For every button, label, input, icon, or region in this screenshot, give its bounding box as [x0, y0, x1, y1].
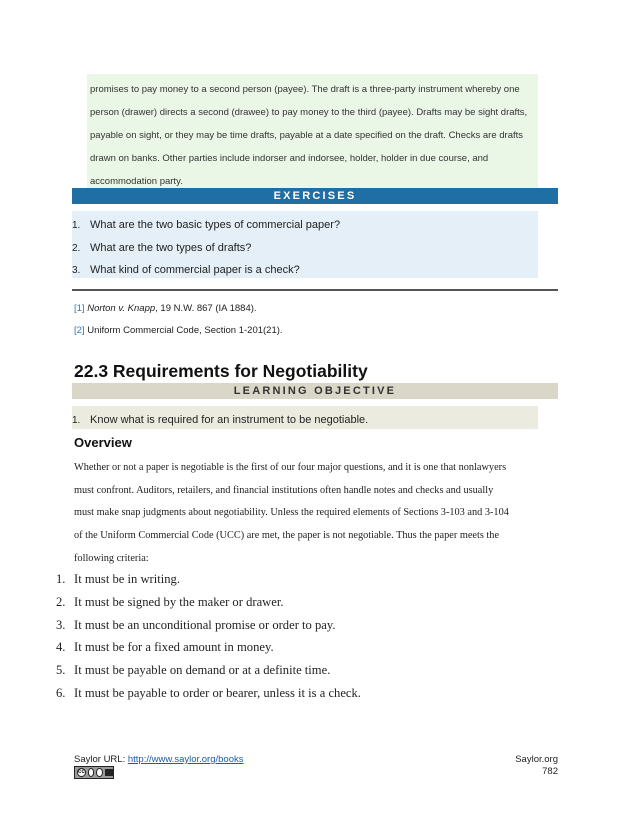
learning-objective-number: 1. — [72, 415, 81, 426]
key-takeaway-line: accommodation party. — [90, 176, 183, 187]
criteria-number: 1. — [56, 572, 66, 586]
criteria-item — [56, 663, 330, 678]
criteria-number: 3. — [56, 618, 66, 632]
footnote — [74, 303, 257, 314]
exercise-number: 2. — [72, 243, 81, 254]
footnote-case-name: Norton v. Knapp — [87, 303, 156, 314]
key-takeaway-line: payable on sight, or they may be time drafts, payable at a date specified on the draft. Checks are drafts — [90, 130, 524, 141]
footer-site: Saylor.org — [515, 754, 558, 765]
criteria-text: It must be an unconditional promise or order to pay. — [74, 618, 336, 632]
license-label-icon — [105, 769, 113, 776]
by-icon — [88, 768, 95, 777]
criteria-item — [56, 640, 274, 655]
overview-heading: Overview — [74, 435, 132, 450]
criteria-text: It must be payable on demand or at a definite time. — [74, 663, 331, 677]
paragraph-line: must make snap judgments about negotiability. Unless the required elements of Sections 3-103 and 3-104 — [74, 507, 509, 518]
criteria-number: 5. — [56, 663, 66, 677]
key-takeaway-line: promises to pay money to a second person (payee). The draft is a three-party instrument whereby one — [90, 84, 520, 95]
footnote-ref-link[interactable]: [2] — [74, 325, 85, 336]
footnote-text: Uniform Commercial Code, Section 1-201(21). — [87, 325, 283, 336]
page-number: 782 — [542, 766, 558, 777]
criteria-number: 6. — [56, 686, 66, 700]
learning-objective-text: Know what is required for an instrument to be negotiable. — [90, 414, 369, 426]
key-takeaway-line: drawn on banks. Other parties include indorser and indorsee, holder, holder in due course, and — [90, 153, 489, 164]
exercise-number: 3. — [72, 265, 81, 276]
exercise-item — [72, 264, 300, 276]
learning-objective-item — [72, 414, 368, 426]
footnote-text: , 19 N.W. 867 (IA 1884). — [155, 303, 257, 314]
nc-icon — [96, 768, 103, 777]
footer-url-link[interactable]: http://www.saylor.org/books — [127, 754, 244, 765]
section-heading: 22.3 Requirements for Negotiability — [74, 361, 368, 381]
key-takeaway-line: person (drawer) directs a second (drawee) to pay money to the third (payee). Drafts may be sight drafts, — [90, 107, 528, 118]
exercise-text: What kind of commercial paper is a check? — [90, 264, 300, 276]
creative-commons-icon — [74, 766, 114, 779]
criteria-text: It must be in writing. — [74, 572, 180, 586]
paragraph-line: Whether or not a paper is negotiable is the first of our four major questions, and it is one that nonlawyers — [74, 462, 507, 473]
criteria-number: 4. — [56, 640, 66, 654]
footnote — [74, 325, 283, 336]
exercises-title-bar: EXERCISES — [72, 188, 558, 204]
criteria-text: It must be signed by the maker or drawer. — [74, 595, 284, 609]
criteria-item — [56, 572, 180, 587]
exercise-text: What are the two basic types of commercial paper? — [90, 219, 341, 231]
learning-objective-title-bar: LEARNING OBJECTIVE — [72, 383, 558, 399]
criteria-text: It must be for a fixed amount in money. — [74, 640, 274, 654]
footnote-ref-link[interactable]: [1] — [74, 303, 85, 314]
criteria-item — [56, 595, 284, 610]
paragraph-line: of the Uniform Commercial Code (UCC) are met, the paper is not negotiable. Thus the paper meets the — [74, 530, 500, 541]
divider — [72, 289, 558, 291]
cc-icon: cc — [78, 769, 85, 775]
criteria-item — [56, 686, 361, 701]
exercise-item — [72, 219, 340, 231]
criteria-item — [56, 618, 336, 633]
criteria-number: 2. — [56, 595, 66, 609]
exercise-text: What are the two types of drafts? — [90, 242, 252, 254]
footer-url-label: Saylor URL: — [74, 754, 128, 765]
exercise-item — [72, 242, 251, 254]
exercise-number: 1. — [72, 220, 81, 231]
paragraph-line: following criteria: — [74, 553, 149, 564]
paragraph-line: must confront. Auditors, retailers, and financial institutions often handle notes and checks and usually — [74, 485, 494, 496]
criteria-text: It must be payable to order or bearer, unless it is a check. — [74, 686, 361, 700]
footer-source — [74, 754, 244, 765]
